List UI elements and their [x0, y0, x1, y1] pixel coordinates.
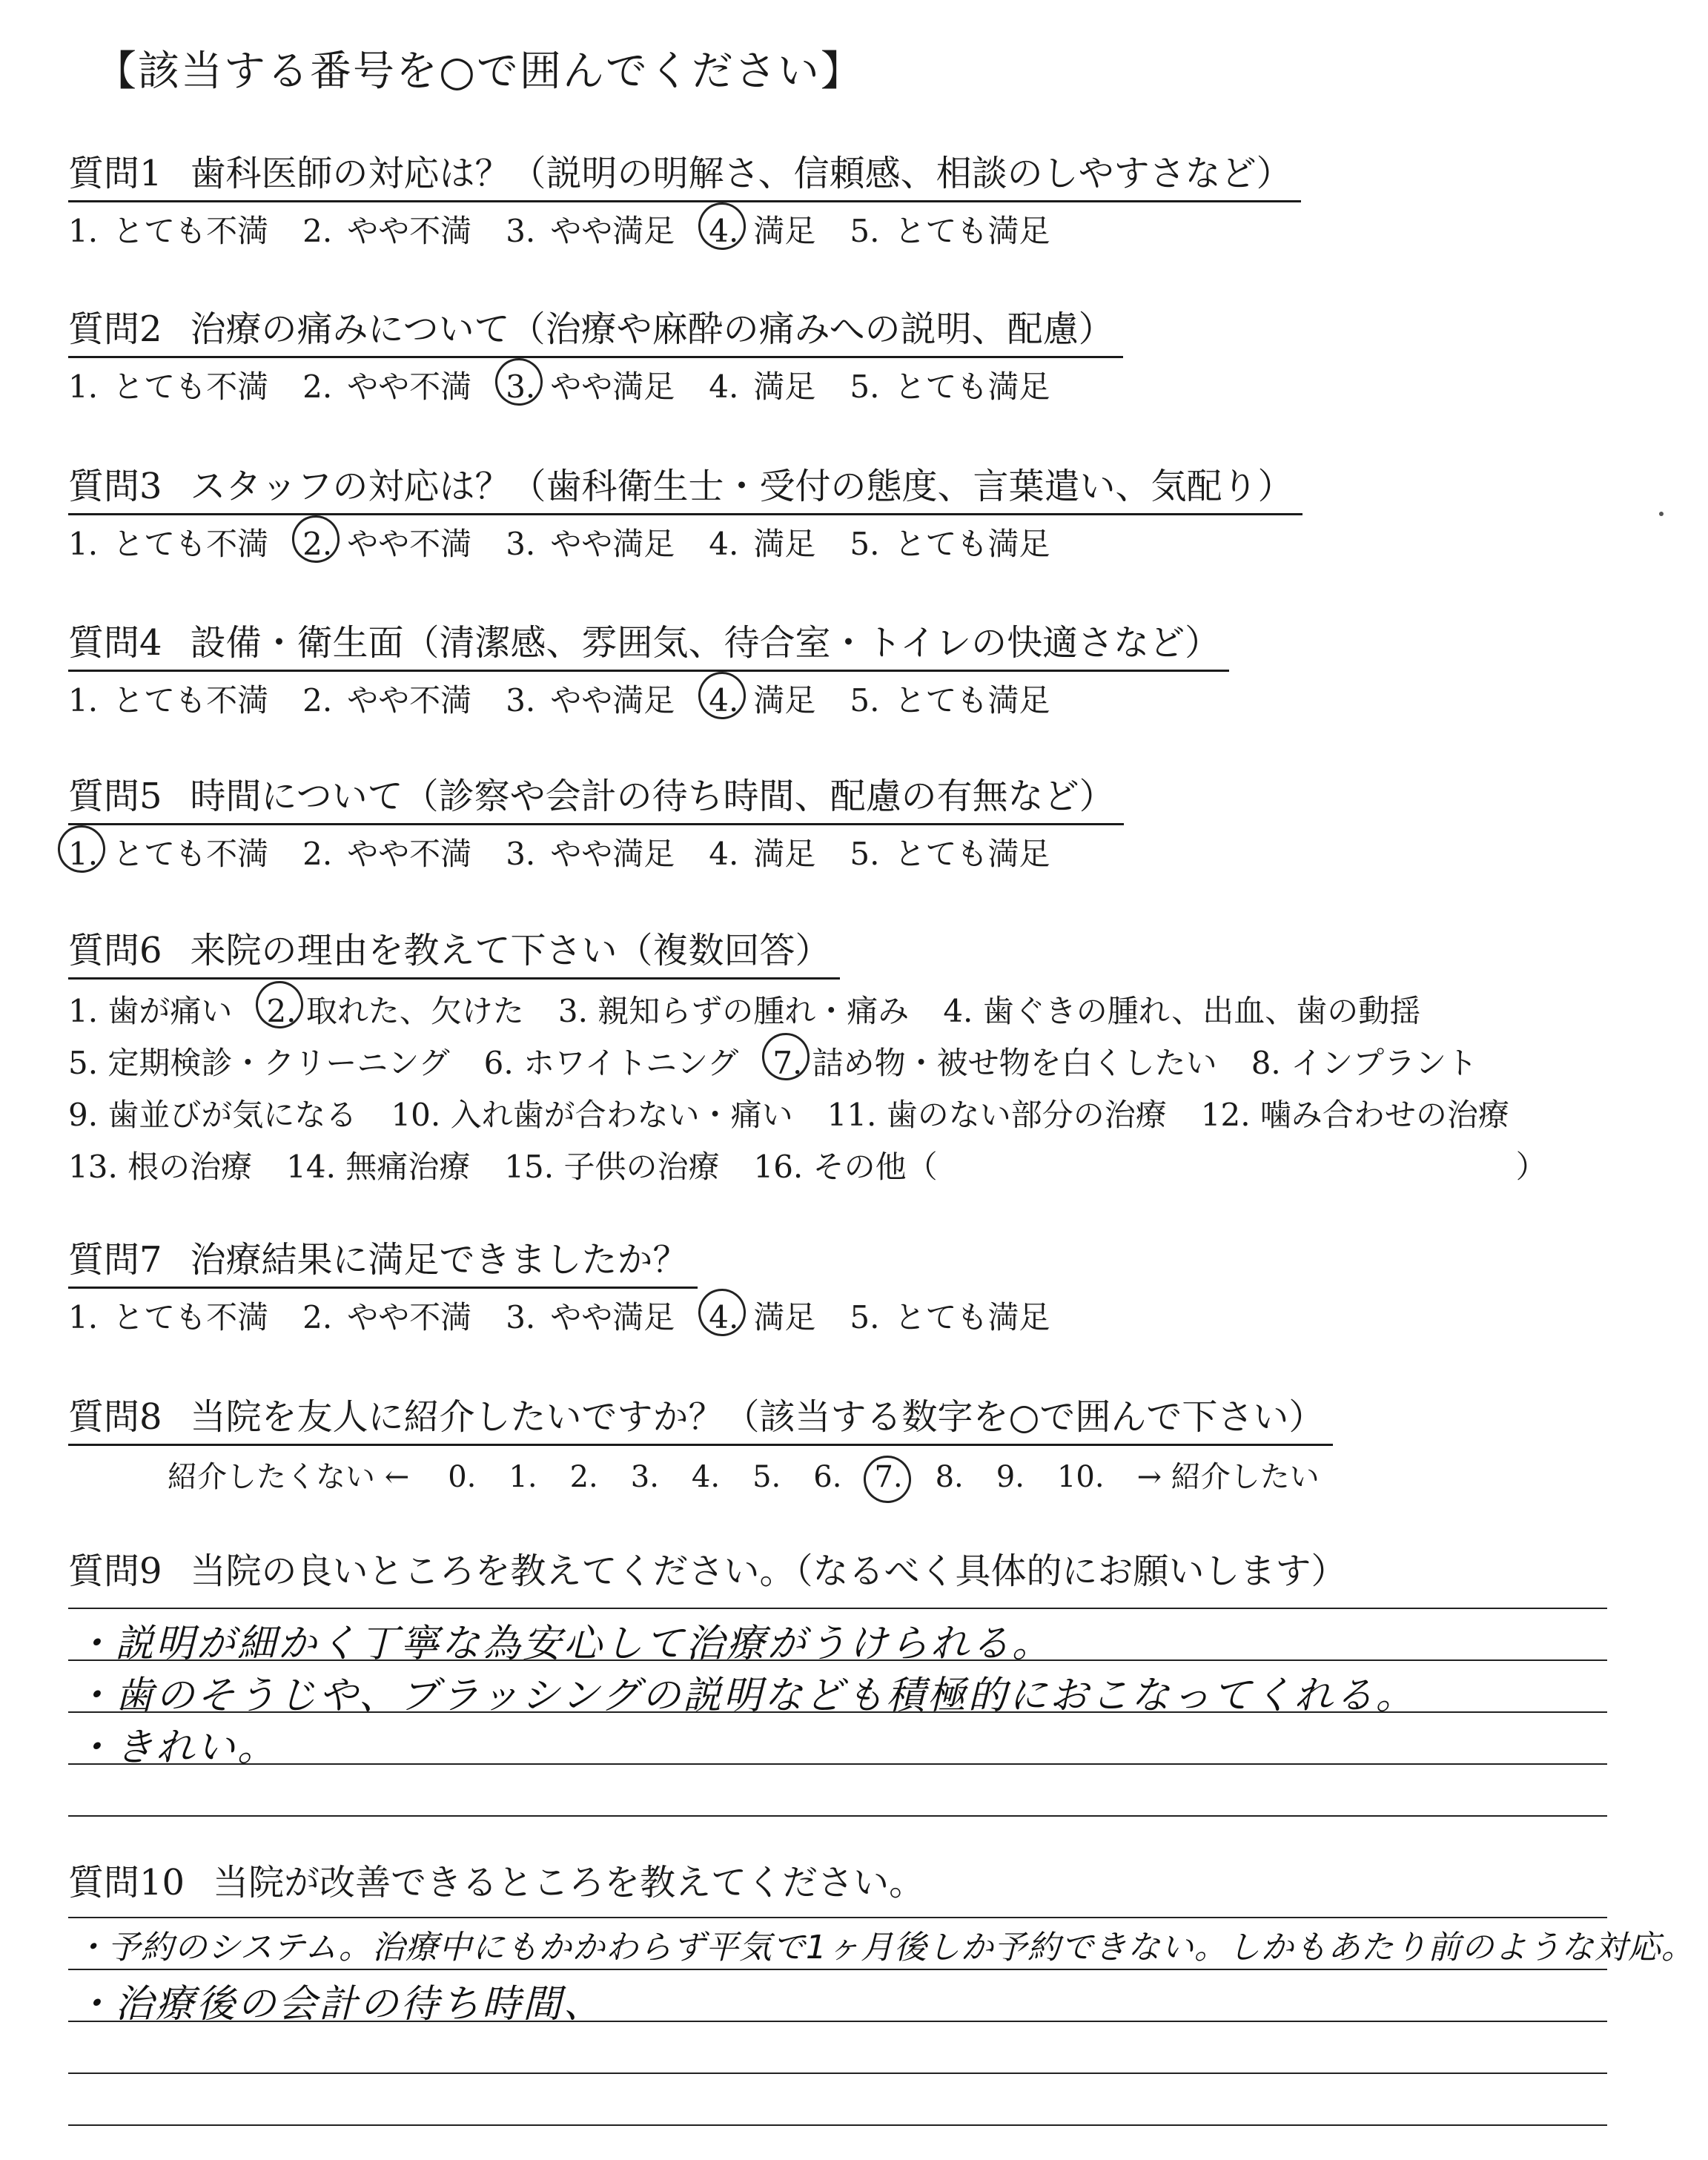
option-number: 1. [68, 213, 99, 249]
hand-drawn-circle [695, 1286, 749, 1339]
reason-option[interactable]: 4. 歯ぐきの腫れ、出血、歯の動揺 [943, 993, 1421, 1029]
reason-option[interactable]: ） [1515, 1149, 1547, 1185]
option-3[interactable] [506, 830, 675, 874]
option-2[interactable] [302, 676, 471, 721]
option-label: やや満足 [550, 836, 675, 872]
ruled-line [68, 2124, 1607, 2126]
option-3[interactable] [506, 363, 675, 407]
option-4[interactable] [709, 363, 815, 407]
question-9 [68, 1542, 1356, 1598]
option-1[interactable] [68, 676, 268, 721]
option-label: やや不満 [347, 213, 472, 249]
scale-right-label: → 紹介したい [1136, 1460, 1320, 1494]
option-label: とても満足 [894, 526, 1050, 562]
question-1 [68, 145, 1301, 251]
reason-option[interactable]: 6. ホワイトニング [483, 1045, 739, 1081]
question-10 [68, 1854, 933, 1909]
option-number: 4. [709, 369, 739, 405]
scale-point[interactable]: 4. [691, 1460, 721, 1494]
hand-drawn-circle [861, 1453, 914, 1506]
option-number: 4. [709, 526, 739, 562]
question-7 [68, 1231, 1084, 1338]
option-number: 5. [850, 369, 880, 405]
option-number: 3. [506, 213, 536, 249]
reason-option[interactable]: 16. その他（ [753, 1149, 938, 1185]
option-number: 4. [709, 1299, 739, 1335]
option-number: 1. [68, 682, 99, 719]
hand-drawn-circle [695, 669, 749, 722]
scale-point[interactable]: 6. [813, 1460, 842, 1494]
option-number: 3. [506, 369, 536, 405]
question-6 [68, 922, 1581, 1193]
option-label: 満足 [753, 213, 816, 249]
option-4[interactable] [709, 676, 815, 721]
option-number: 2. [302, 213, 333, 249]
reason-row [68, 1089, 1581, 1141]
reason-options [68, 985, 1581, 1193]
reason-option[interactable]: 13. 根の治療 [68, 1149, 253, 1185]
reason-option[interactable]: 9. 歯並びが気になる [68, 1097, 357, 1133]
option-label: やや不満 [347, 836, 472, 872]
option-label: とても不満 [113, 682, 269, 719]
option-label: やや満足 [550, 369, 675, 405]
question-10-title: 質問10 当院が改善できるところを教えてください。 [68, 1862, 925, 1903]
scale-point[interactable]: 5. [752, 1460, 781, 1494]
scale-point[interactable]: 2. [569, 1460, 598, 1494]
scale-point[interactable]: 0. [448, 1460, 477, 1494]
option-5[interactable] [850, 207, 1050, 251]
option-number: 2. [302, 1299, 333, 1335]
question-3-title: 質問3 スタッフの対応は？（歯科衛生士・受付の態度、言葉遣い、気配り） [68, 458, 1302, 515]
option-2[interactable] [302, 830, 471, 874]
hand-drawn-circle [253, 978, 306, 1031]
option-label: とても満足 [894, 213, 1050, 249]
option-1[interactable] [68, 363, 268, 407]
scale-point[interactable]: 7. [874, 1460, 902, 1494]
scale-point[interactable]: 8. [935, 1460, 964, 1494]
question-8 [68, 1388, 1333, 1496]
option-number: 5. [850, 836, 880, 872]
option-number: 2. [302, 526, 333, 562]
rating-options [68, 520, 1302, 564]
reason-row [68, 1037, 1581, 1089]
handwritten-answer: ・歯のそうじや、ブラッシングの説明なども積極的におこなってくれる。 [74, 1674, 1417, 1718]
reason-option[interactable]: 5. 定期検診・クリーニング [68, 1045, 450, 1081]
option-label: 満足 [753, 1299, 816, 1335]
option-number: 1. [68, 836, 99, 872]
reason-option[interactable]: 11. 歯のない部分の治療 [827, 1097, 1167, 1133]
option-3[interactable] [506, 676, 675, 721]
option-number: 2. [302, 369, 333, 405]
option-2[interactable] [302, 363, 471, 407]
option-label: とても不満 [113, 836, 269, 872]
option-label: やや不満 [347, 526, 472, 562]
option-number: 4. [709, 682, 739, 719]
option-1[interactable] [68, 520, 268, 564]
handwritten-answer: ・説明が細かく丁寧な為安心して治療がうけられる。 [74, 1622, 1053, 1666]
option-4[interactable] [709, 830, 815, 874]
option-number: 3. [506, 682, 536, 719]
handwritten-answer: ・予約のシステム。治療中にもかかわらず平気で1ヶ月後しか予約できない。しかもあたり前のような対応。 [74, 1929, 1695, 1966]
hand-drawn-circle [759, 1030, 812, 1083]
reason-option[interactable]: 3. 親知らずの腫れ・痛み [557, 993, 910, 1029]
option-label: 満足 [753, 836, 816, 872]
reason-row [68, 1141, 1581, 1193]
option-number: 5. [850, 213, 880, 249]
option-2[interactable] [302, 520, 471, 564]
scale-point[interactable]: 10. [1056, 1460, 1105, 1494]
option-number: 4. [709, 836, 739, 872]
reason-option[interactable]: 14. 無痛治療 [286, 1149, 471, 1185]
option-3[interactable] [506, 207, 675, 251]
option-5[interactable] [850, 830, 1050, 874]
scale-point[interactable]: 9. [996, 1460, 1025, 1494]
option-4[interactable] [709, 1293, 815, 1338]
option-3[interactable] [506, 520, 675, 564]
question-3 [68, 458, 1302, 564]
option-label: とても不満 [113, 526, 269, 562]
rating-options [68, 363, 1123, 407]
handwritten-answer: ・治療後の会計の待ち時間、 [74, 1982, 605, 2027]
option-label: とても不満 [113, 369, 269, 405]
option-number: 3. [506, 836, 536, 872]
reason-option[interactable]: 8. インプラント [1251, 1045, 1478, 1081]
scale-left-label: 紹介したくない ← [168, 1460, 410, 1494]
ruled-line [68, 2073, 1607, 2074]
hand-drawn-circle [492, 355, 546, 409]
option-5[interactable] [850, 676, 1050, 721]
question-4-title: 質問4 設備・衛生面（清潔感、雰囲気、待合室・トイレの快適さなど） [68, 614, 1229, 672]
hand-drawn-circle [695, 199, 749, 253]
option-label: やや不満 [347, 1299, 472, 1335]
option-number: 1. [68, 1299, 99, 1335]
option-number: 5. [850, 682, 880, 719]
option-label: やや満足 [550, 682, 675, 719]
option-label: 満足 [753, 526, 816, 562]
question-2-title: 質問2 治療の痛みについて（治療や麻酔の痛みへの説明、配慮） [68, 300, 1123, 358]
option-4[interactable] [709, 520, 815, 564]
ruled-line [68, 1815, 1607, 1817]
option-1[interactable] [68, 830, 268, 874]
option-5[interactable] [850, 363, 1050, 407]
option-label: とても満足 [894, 682, 1050, 719]
question-2 [68, 300, 1123, 407]
reason-option[interactable]: 2. 取れた、欠けた [266, 985, 523, 1037]
question-8-title: 質問8 当院を友人に紹介したいですか？（該当する数字を○で囲んで下さい） [68, 1388, 1333, 1446]
question-6-title: 質問6 来院の理由を教えて下さい（複数回答） [68, 922, 840, 980]
question-5 [68, 767, 1124, 874]
option-label: やや不満 [347, 682, 472, 719]
question-7-title: 質問7 治療結果に満足できましたか？ [68, 1231, 698, 1289]
option-number: 1. [68, 526, 99, 562]
option-number: 5. [850, 1299, 880, 1335]
option-label: やや満足 [550, 1299, 675, 1335]
option-3[interactable] [506, 1293, 675, 1338]
option-4[interactable] [709, 207, 815, 251]
option-2[interactable] [302, 1293, 471, 1338]
option-label: とても不満 [113, 213, 269, 249]
option-label: とても満足 [894, 1299, 1050, 1335]
rating-options [68, 830, 1124, 874]
option-number: 2. [302, 836, 333, 872]
rating-options [68, 676, 1229, 721]
option-2[interactable] [302, 207, 471, 251]
reason-option[interactable]: 1. 歯が痛い [68, 993, 233, 1029]
page-title: 【該当する番号を○で囲んでください】 [95, 47, 864, 96]
rating-options [68, 1293, 1084, 1338]
recommend-scale [168, 1453, 1333, 1496]
option-5[interactable] [850, 1293, 1050, 1338]
question-5-title: 質問5 時間について（診察や会計の待ち時間、配慮の有無など） [68, 767, 1124, 825]
option-1[interactable] [68, 1293, 268, 1338]
option-label: とても満足 [894, 836, 1050, 872]
handwritten-answer: ・きれい。 [74, 1725, 279, 1770]
question-1-title: 質問1 歯科医師の対応は？（説明の明解さ、信頼感、相談のしやすさなど） [68, 145, 1301, 202]
ruled-line [68, 1917, 1607, 1918]
option-label: やや不満 [347, 369, 472, 405]
option-label: とても不満 [113, 1299, 269, 1335]
ruled-line [68, 1969, 1607, 1970]
option-5[interactable] [850, 520, 1050, 564]
option-label: 満足 [753, 682, 816, 719]
ruled-line [68, 1608, 1607, 1609]
reason-row [68, 985, 1581, 1037]
scale-point[interactable]: 3. [630, 1460, 659, 1494]
hand-drawn-circle [55, 822, 108, 876]
option-number: 2. [302, 682, 333, 719]
question-4 [68, 614, 1229, 721]
scale-point[interactable]: 1. [509, 1460, 537, 1494]
option-number: 3. [506, 1299, 536, 1335]
option-1[interactable] [68, 207, 268, 251]
reason-option[interactable]: 10. 入れ歯が合わない・痛い [391, 1097, 793, 1133]
option-number: 3. [506, 526, 536, 562]
reason-option[interactable]: 7. 詰め物・被せ物を白くしたい [772, 1037, 1217, 1089]
stray-mark [1659, 512, 1664, 516]
option-number: 4. [709, 213, 739, 249]
option-number: 1. [68, 369, 99, 405]
rating-options [68, 207, 1301, 251]
reason-option[interactable]: 15. 子供の治療 [504, 1149, 720, 1185]
ruled-line [68, 1763, 1607, 1765]
reason-option[interactable]: 12. 噛み合わせの治療 [1200, 1097, 1509, 1133]
option-label: やや満足 [550, 526, 675, 562]
option-label: やや満足 [550, 213, 675, 249]
question-9-title: 質問9 当院の良いところを教えてください。（なるべく具体的にお願いします） [68, 1550, 1347, 1592]
option-label: 満足 [753, 369, 816, 405]
option-label: とても満足 [894, 369, 1050, 405]
option-number: 5. [850, 526, 880, 562]
hand-drawn-circle [289, 512, 342, 566]
